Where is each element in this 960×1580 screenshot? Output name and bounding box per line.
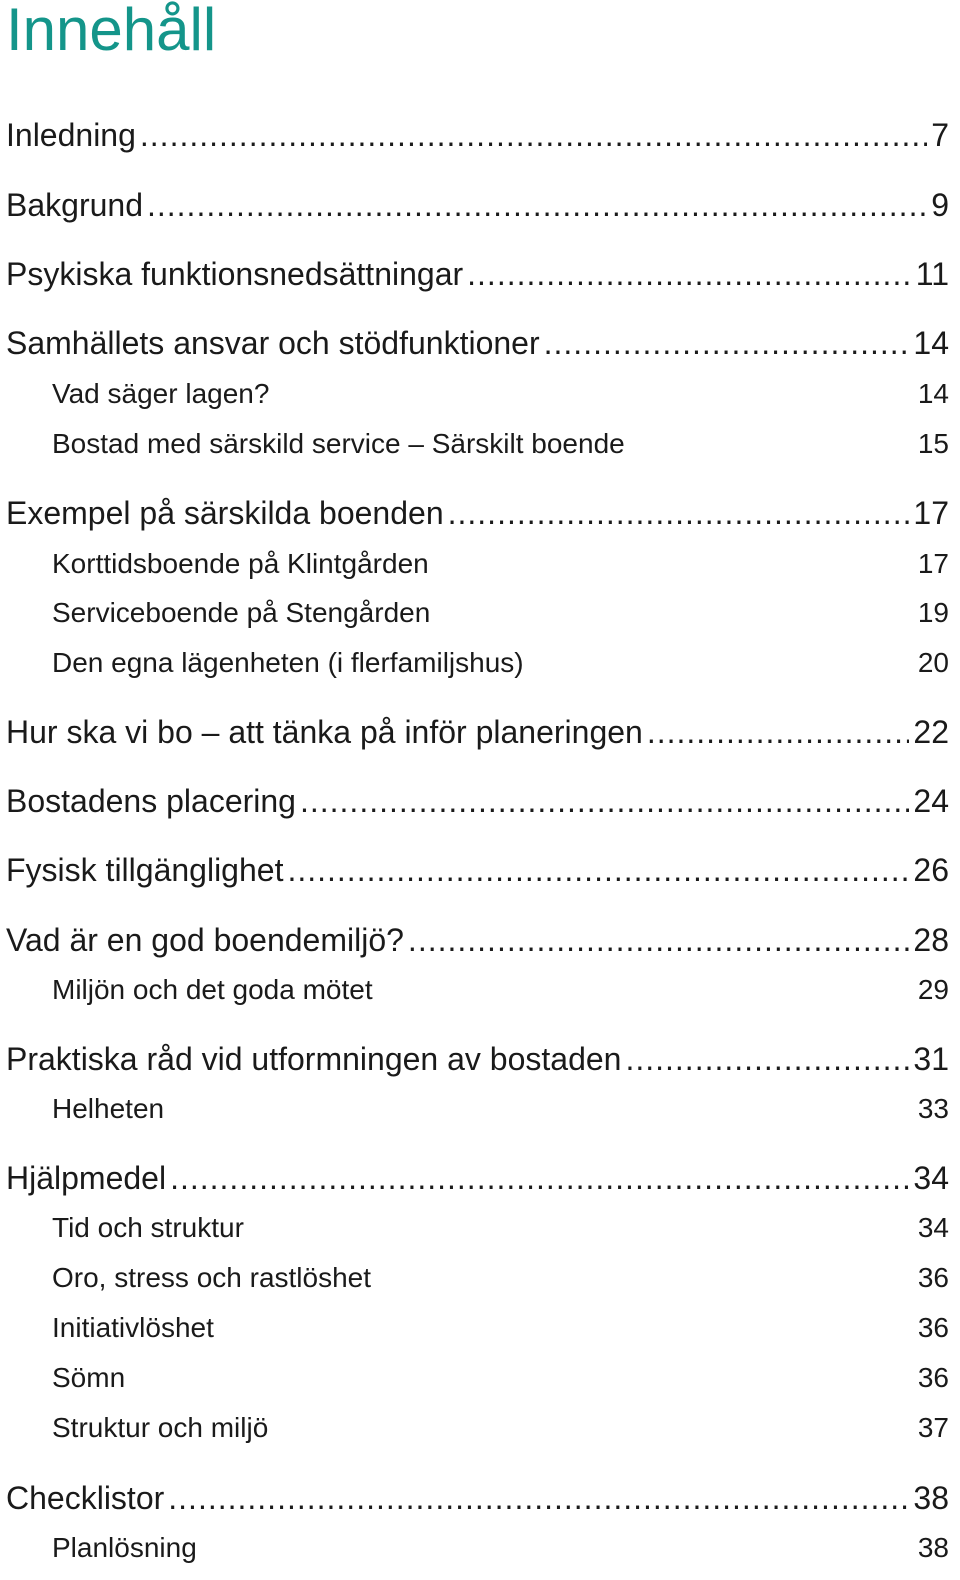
toc-subentry[interactable] (52, 595, 949, 631)
toc-page-number: 38 (917, 1532, 949, 1563)
toc-page-number: 11 (915, 256, 949, 292)
toc-page-number: 17 (917, 548, 949, 579)
toc-entry-title: Struktur och miljö (52, 1412, 269, 1443)
toc-entry[interactable] (6, 850, 949, 890)
toc-subentry[interactable] (52, 645, 949, 681)
toc-entry-title: Praktiska råd vid utformningen av bostaden (6, 1041, 622, 1077)
dot-leader (408, 920, 909, 960)
toc-entry-title: Bostadens placering (6, 783, 296, 819)
toc-page-number: 19 (917, 597, 949, 628)
dot-leader (647, 712, 910, 752)
dot-leader (300, 781, 909, 821)
toc-page-number: 37 (917, 1412, 949, 1443)
toc-entry-title: Psykiska funktionsnedsättningar (6, 256, 464, 292)
toc-page-number: 7 (931, 117, 949, 153)
toc-page-number: 36 (917, 1362, 949, 1393)
toc-entry-title: Oro, stress och rastlöshet (52, 1262, 372, 1293)
toc-subentry[interactable] (52, 376, 949, 412)
toc-page-number: 9 (931, 187, 949, 223)
toc-entry-title: Fysisk tillgänglighet (6, 852, 284, 888)
dot-leader (170, 1158, 909, 1198)
toc-page-number: 38 (913, 1480, 949, 1516)
toc-entry[interactable] (6, 712, 949, 752)
toc-entry-title: Helheten (52, 1093, 165, 1124)
toc-subentry[interactable] (52, 1091, 949, 1127)
toc-entry[interactable] (6, 493, 949, 533)
toc-entry-title: Tid och struktur (52, 1212, 244, 1243)
toc-page-number: 36 (917, 1312, 949, 1343)
toc-entry[interactable] (6, 115, 949, 155)
toc-page-number: 26 (913, 852, 949, 888)
toc-entry[interactable] (6, 1158, 949, 1198)
toc-entry[interactable] (6, 920, 949, 960)
toc-entry-title: Serviceboende på Stengården (52, 597, 431, 628)
toc-entry-title: Hur ska vi bo – att tänka på inför planeringen (6, 714, 643, 750)
toc-entry[interactable] (6, 1039, 949, 1079)
toc-page-number: 14 (917, 378, 949, 409)
dot-leader (140, 115, 927, 155)
toc-subentry[interactable] (52, 1530, 949, 1566)
toc-entry-title: Miljön och det goda mötet (52, 974, 373, 1005)
toc-page-number: 34 (913, 1160, 949, 1196)
toc-page-number: 34 (917, 1212, 949, 1243)
toc-entry-title: Initiativlöshet (52, 1312, 214, 1343)
toc-entry-title: Checklistor (6, 1480, 165, 1516)
toc-page-number: 28 (913, 922, 949, 958)
page-title: Innehåll (6, 0, 217, 63)
dot-leader (467, 254, 912, 294)
toc-entry-title: Korttidsboende på Klintgården (52, 548, 429, 579)
toc-page-number: 33 (917, 1093, 949, 1124)
toc-subentry[interactable] (52, 1310, 949, 1346)
toc-entry-title: Samhällets ansvar och stödfunktioner (6, 325, 540, 361)
toc-entry-title: Planlösning (52, 1532, 197, 1563)
toc-entry-title: Vad säger lagen? (52, 378, 270, 409)
dot-leader (147, 185, 927, 225)
toc-page-number: 22 (913, 714, 949, 750)
toc-subentry[interactable] (52, 1360, 949, 1396)
toc-entry-title: Bostad med särskild service – Särskilt boende (52, 428, 625, 459)
dot-leader (168, 1478, 909, 1518)
toc-page-number: 14 (913, 325, 949, 361)
toc-page-number: 24 (913, 783, 949, 819)
toc-subentry[interactable] (52, 546, 949, 582)
toc-page-number: 29 (917, 974, 949, 1005)
toc-entry-title: Inledning (6, 117, 136, 153)
toc-entry-title: Bakgrund (6, 187, 143, 223)
toc-entry-title: Sömn (52, 1362, 126, 1393)
toc-entry-title: Den egna lägenheten (i flerfamiljshus) (52, 647, 524, 678)
toc-page-number: 20 (917, 647, 949, 678)
toc-page-number: 17 (913, 495, 949, 531)
dot-leader (544, 323, 910, 363)
toc-entry-title: Hjälpmedel (6, 1160, 167, 1196)
toc-page-number: 31 (913, 1041, 949, 1077)
toc-subentry[interactable] (52, 426, 949, 462)
dot-leader (448, 493, 910, 533)
toc-page-number: 15 (917, 428, 949, 459)
toc-subentry[interactable] (52, 1410, 949, 1446)
toc-subentry[interactable] (52, 972, 949, 1008)
toc-entry-title: Exempel på särskilda boenden (6, 495, 444, 531)
toc-subentry[interactable] (52, 1210, 949, 1246)
toc-entry[interactable] (6, 781, 949, 821)
toc-page-number: 36 (917, 1262, 949, 1293)
dot-leader (625, 1039, 909, 1079)
toc-entry[interactable] (6, 185, 949, 225)
toc-entry[interactable] (6, 1478, 949, 1518)
toc-entry[interactable] (6, 323, 949, 363)
toc-entry[interactable] (6, 254, 949, 294)
toc-subentry[interactable] (52, 1260, 949, 1296)
dot-leader (287, 850, 909, 890)
toc-entry-title: Vad är en god boendemiljö? (6, 922, 404, 958)
